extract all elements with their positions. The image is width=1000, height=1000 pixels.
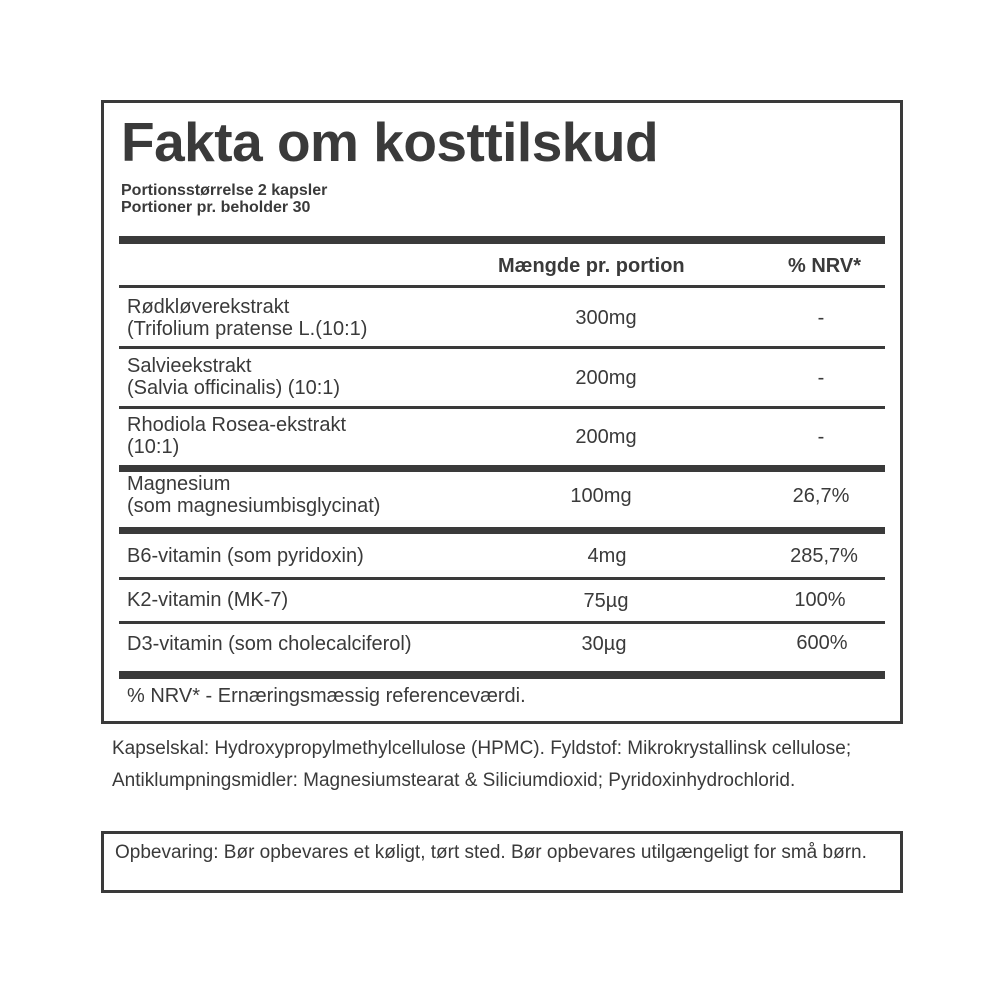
nrv-value: - [817,307,825,329]
nutrient-name [127,296,367,340]
nutrient-name-line: (som magnesiumbisglycinat) [127,495,381,517]
amount-value: 100mg [570,485,632,507]
nutrient-name-line: (10:1) [127,436,180,458]
nutrient-name-line: Rhodiola Rosea-ekstrakt [127,414,346,436]
nrv-value: - [817,367,825,389]
nrv-value: - [817,426,825,448]
nutrient-name-line: K2-vitamin (MK-7) [127,589,289,611]
thick-divider [119,236,885,244]
ingredients-text: Kapselskal: Hydroxypropylmethylcellulose (HPMC). Fyldstof: Mikrokrystallinsk cellulose; Antiklumpningsmidler: Magnesiumstearat & Siliciumdioxid; Pyridoxinhydrochlorid. [112,738,852,791]
nutrient-name-line: Rødkløverekstrakt [127,296,290,318]
table-row [119,288,885,346]
storage-box [101,831,903,893]
serving-size: Portionsstørrelse 2 kapsler [121,182,328,199]
servings-per-container: Portioner pr. beholder 30 [121,199,311,216]
nrv-value: 26,7% [792,485,850,507]
nrv-value: 600% [796,632,848,654]
amount-value: 75µg [583,590,629,612]
table-row [119,624,885,670]
storage-text: Opbevaring: Bør opbevares et køligt, tørt sted. Bør opbevares utilgængeligt for små børn. [115,842,867,863]
nutrient-name-line: Salvieekstrakt [127,355,252,377]
nutrient-name [127,633,412,655]
header-amount: Mængde pr. portion [498,255,685,277]
amount-value: 200mg [575,367,637,389]
header-nrv: % NRV* [788,255,861,277]
nutrient-name [127,473,380,517]
serving-info [121,182,327,216]
table-row [119,472,885,527]
nutrient-name [127,545,364,567]
nutrient-name [127,589,288,611]
amount-value: 30µg [581,633,627,655]
nutrient-name [127,355,340,399]
nutrient-name-line: (Trifolium pratense L.(10:1) [127,318,368,340]
nrv-value: 285,7% [790,545,858,567]
panel-title: Fakta om kosttilskud [121,111,659,173]
table-row [119,349,885,406]
thick-divider [119,465,885,472]
thick-divider [119,527,885,534]
table-row [119,580,885,621]
amount-value: 4mg [587,545,627,567]
supplement-facts-panel [101,100,903,724]
nutrient-name-line: B6-vitamin (som pyridoxin) [127,545,364,567]
nrv-footnote: % NRV* - Ernæringsmæssig referenceværdi. [127,685,526,707]
table-row [119,409,885,466]
thick-divider [119,671,885,679]
nutrient-name-line: D3-vitamin (som cholecalciferol) [127,633,412,655]
amount-value: 200mg [575,426,637,448]
nutrient-name-line: Magnesium [127,473,231,495]
nrv-value: 100% [794,589,846,611]
nutrient-name [127,414,346,458]
amount-value: 300mg [575,307,637,329]
table-row [119,534,885,577]
nutrient-name-line: (Salvia officinalis) (10:1) [127,377,341,399]
